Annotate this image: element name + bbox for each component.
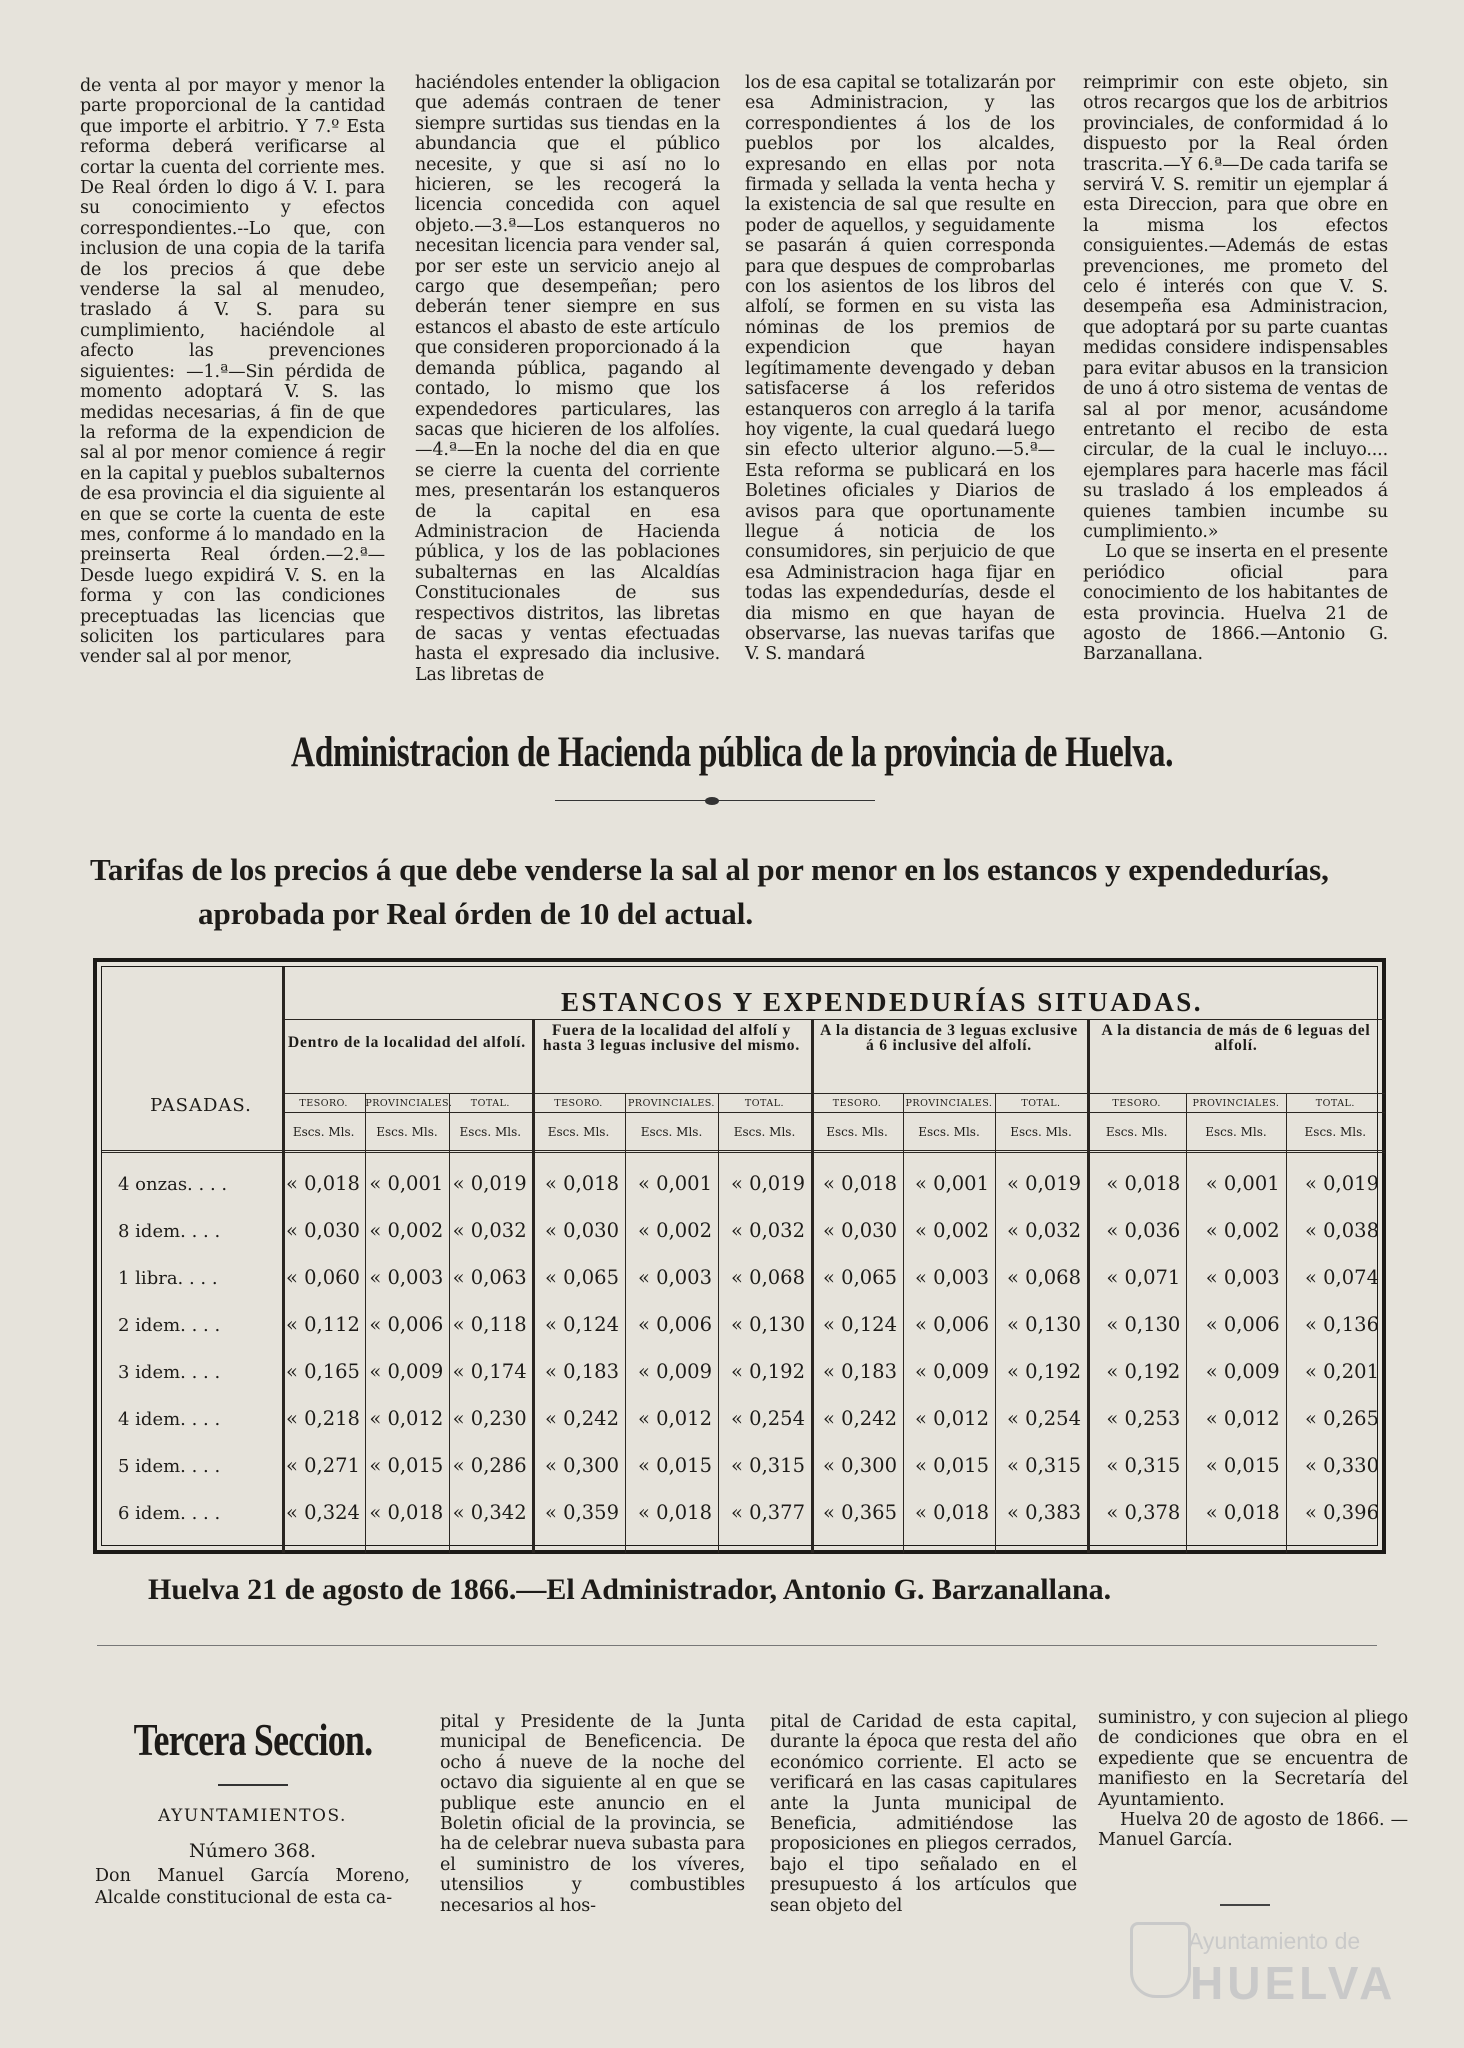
column-group-header: A la distancia de 3 leguas exclusive á 6 inclusive del alfolí. (820, 1022, 1078, 1054)
table-rule (995, 1093, 996, 1553)
notice-text: Don Manuel García Moreno, Alcalde constitucional de esta ca- (95, 1866, 410, 1908)
table-cell: « 0,130 (731, 1313, 805, 1336)
table-rule (282, 1112, 1385, 1113)
ornament-rule (555, 798, 875, 804)
table-cell: « 0,015 (638, 1454, 712, 1477)
text-column-3 (745, 73, 1055, 665)
notice-column-2 (770, 1712, 1077, 1916)
watermark-logo (1140, 1914, 1400, 2024)
table-cell: « 0,383 (1007, 1501, 1081, 1524)
table-cell: « 0,006 (1205, 1313, 1280, 1336)
unit-label: Escs. Mls. (376, 1125, 438, 1139)
table-cell: « 0,002 (369, 1219, 444, 1242)
tarifa-line-1: Tarifas de los precios á que debe venderse la sal al por menor en los estancos y expendedurías, (90, 852, 1329, 887)
sub-column-header: PROVINCIALES. (905, 1098, 993, 1109)
table-cell: « 0,300 (545, 1454, 619, 1477)
sub-column-header: TESORO. (1112, 1098, 1161, 1109)
table-cell: « 0,006 (638, 1313, 712, 1336)
unit-label: Escs. Mls. (1010, 1125, 1072, 1139)
text-column-4 (1083, 73, 1388, 665)
table-cell: « 0,001 (369, 1172, 444, 1195)
table-cell: « 0,174 (452, 1360, 527, 1383)
table-cell: « 0,315 (1106, 1454, 1181, 1477)
table-cell: « 0,315 (1007, 1454, 1081, 1477)
table-cell: « 0,002 (638, 1219, 712, 1242)
table-cell: « 0,300 (823, 1454, 897, 1477)
table-rule (102, 1152, 1385, 1153)
tarifa-title (90, 848, 1380, 936)
table-cell: « 0,018 (1205, 1501, 1280, 1524)
table-rule (365, 1093, 366, 1553)
table-cell: « 0,324 (286, 1501, 360, 1524)
column-group-header: Dentro de la localidad del alfolí. (288, 1034, 526, 1051)
table-cell: « 0,124 (545, 1313, 619, 1336)
sub-column-header: TOTAL. (1315, 1098, 1355, 1109)
table-cell: « 0,130 (1106, 1313, 1181, 1336)
column-group-header: A la distancia de más de 6 leguas del alfolí. (1101, 1022, 1371, 1054)
table-rule (449, 1093, 450, 1553)
table-cell: « 0,019 (1305, 1172, 1379, 1195)
table-cell: « 0,242 (545, 1407, 619, 1430)
table-cell: « 0,018 (369, 1501, 444, 1524)
table-rule (1186, 1093, 1187, 1553)
table-cell: « 0,201 (1305, 1360, 1379, 1383)
table-cell: « 0,018 (823, 1172, 897, 1195)
unit-label: Escs. Mls. (918, 1125, 980, 1139)
unit-label: Escs. Mls. (733, 1125, 796, 1139)
table-cell: « 0,183 (823, 1360, 897, 1383)
table-cell: « 0,192 (731, 1360, 805, 1383)
table-cell: « 0,271 (286, 1454, 360, 1477)
notice-column-1 (440, 1712, 745, 1916)
table-cell: « 0,118 (452, 1313, 527, 1336)
ornament-rule (1220, 1904, 1270, 1906)
section-title: Tercera Seccion. (133, 1714, 372, 1765)
table-cell: « 0,001 (638, 1172, 712, 1195)
sub-column-header: TOTAL. (1021, 1098, 1061, 1109)
sub-column-header: TESORO. (554, 1098, 603, 1109)
table-cell: « 0,286 (452, 1454, 527, 1477)
sub-column-header: TESORO. (299, 1098, 348, 1109)
paragraph: los de esa capital se totalizarán por esa Administracion, y las correspondientes á los de los pueblos por los alcaldes, expresando en ellas por nota firmada y sellada la venta hecha y la existencia de sal que resulte en poder de aquellos, y seguidamente se pasarán á quien corresponda para que despues de comprobarlas con los asientos de los libros del alfolí, se formen en su vista las nóminas de los premios de expendicion que hayan legítimamente devengado y deban satisfacerse á los referidos estanqueros con arreglo á la tarifa hoy vigente, la cual quedará luego sin efecto ulterior alguno.—5.ª—Esta reforma se publicará en los Boletines oficiales y Diarios de avisos para que oportunamente llegue á noticia de los consumidores, sin perjuicio de que esa Administracion haga fijar en todas las expendedurías, desde el dia mismo en que hayan de observarse, las nuevas tarifas que V. S. mandará (745, 73, 1055, 665)
table-cell: « 0,012 (1205, 1407, 1280, 1430)
row-label: 6 idem. . . . (118, 1503, 221, 1524)
table-cell: « 0,019 (1007, 1172, 1081, 1195)
table-cell: « 0,192 (1007, 1360, 1081, 1383)
table-rule (1286, 1093, 1287, 1553)
table-cell: « 0,365 (823, 1501, 897, 1524)
table-cell: « 0,068 (1007, 1266, 1081, 1289)
table-rule (718, 1093, 719, 1553)
table-cell: « 0,003 (638, 1266, 712, 1289)
table-cell: « 0,030 (286, 1219, 360, 1242)
table-rule (625, 1093, 626, 1553)
watermark-line-1: Ayuntamiento de (1188, 1928, 1361, 1954)
table-cell: « 0,015 (1205, 1454, 1280, 1477)
row-label: 8 idem. . . . (118, 1221, 221, 1242)
row-label: 3 idem. . . . (118, 1362, 221, 1383)
sub-column-header: TESORO. (832, 1098, 882, 1109)
paragraph: reimprimir con este objeto, sin otros recargos que los de arbitrios provinciales, de conformidad á lo dispuesto por la Real órden trascrita.—Y 6.ª—De cada tarifa se servirá V. S. remitir un ejemplar á esta Direccion, para que obre en la misma los efectos consiguientes.—Además de estas prevenciones, me prometo del celo é interés con que V. S. desempeña esa Administracion, que adoptará por su parte cuantas medidas considere indispensables para evitar abusos en la transicion de uno á otro sistema de ventas de sal al por menor, acusándome entretanto el recibo de esta circular, de la cual le incluyo.... ejemplares para hacerle mas fácil su traslado á los empleados á quienes tambien incumbe su cumplimiento.» (1083, 73, 1388, 542)
paragraph: Lo que se inserta en el presente periódico oficial para conocimiento de los habitantes de esta provincia. Huelva 21 de agosto de 1866.—Antonio G. Barzanallana. (1083, 542, 1388, 665)
unit-label: Escs. Mls. (640, 1125, 703, 1139)
divider (218, 1784, 288, 1786)
table-cell: « 0,036 (1106, 1219, 1181, 1242)
table-cell: « 0,377 (731, 1501, 805, 1524)
table-rule (282, 1019, 1385, 1020)
sub-column-header: TOTAL. (744, 1098, 785, 1109)
sub-column-header: PROVINCIALES. (1192, 1098, 1280, 1109)
table-cell: « 0,019 (452, 1172, 527, 1195)
text-column-1 (80, 76, 385, 668)
table-cell: « 0,165 (286, 1360, 360, 1383)
table-rule (903, 1093, 904, 1553)
table-cell: « 0,032 (1007, 1219, 1081, 1242)
paragraph: pital de Caridad de esta capital, durante la época que resta del año económico corriente. El acto se verificará en las casas capitulares ante la Junta municipal de Beneficia, admitiéndose las proposiciones en pliegos cerrados, bajo el tipo señalado en el presupuesto á los artículos que sean objeto del (770, 1712, 1077, 1916)
section-heading: Administracion de Hacienda pública de la provincia de Huelva. (290, 729, 1174, 776)
table-cell: « 0,192 (1106, 1360, 1181, 1383)
table-cell: « 0,060 (286, 1266, 360, 1289)
table-cell: « 0,006 (915, 1313, 989, 1336)
table-cell: « 0,378 (1106, 1501, 1181, 1524)
table-cell: « 0,015 (369, 1454, 444, 1477)
subsection-title: AYUNTAMIENTOS. (158, 1806, 347, 1826)
table-cell: « 0,032 (452, 1219, 527, 1242)
table-cell: « 0,009 (1205, 1360, 1280, 1383)
unit-label: Escs. Mls. (1205, 1125, 1267, 1139)
price-table (93, 958, 1386, 1554)
table-cell: « 0,019 (731, 1172, 805, 1195)
row-header: PASADAS. (150, 1095, 252, 1116)
table-cell: « 0,003 (369, 1266, 444, 1289)
paragraph: haciéndoles entender la obligacion que además contraen de tener siempre surtidas sus tiendas en la abundancia que el público necesite, y que si así no lo hicieren, se les recogerá la licencia concedida con aquel objeto.—3.ª—Los estanqueros no necesitan licencia para vender sal, por ser este un servicio anejo al cargo que desempeñan; pero deberán tener siempre en sus estancos el abasto de este artículo que consideren proporcionado á la demanda pública, pagando al contado, lo mismo que los expendedores particulares, las sacas que hicieren de los alfolíes.—4.ª—En la noche del dia en que se cierre la cuenta del corriente mes, presentarán los estanqueros de la capital en esa Administracion de Hacienda pública, y los de las poblaciones subalternas en las Alcaldías Constitucionales de sus respectivos distritos, las libretas de sacas y ventas efectuadas hasta el expresado dia inclusive. Las libretas de (415, 73, 721, 685)
table-cell: « 0,001 (915, 1172, 989, 1195)
table-cell: « 0,265 (1305, 1407, 1379, 1430)
row-label: 4 onzas. . . . (118, 1174, 228, 1195)
table-cell: « 0,063 (452, 1266, 527, 1289)
section-divider (97, 1645, 1377, 1646)
paragraph: de venta al por mayor y menor la parte proporcional de la cantidad que importe el arbitrio. Y 7.º Esta reforma deberá verificarse al cortar la cuenta del corriente mes. De Real órden lo digo á V. I. para su conocimiento y efectos correspondientes.--Lo que, con inclusion de una copia de la tarifa de los precios á que debe venderse la sal al menudeo, traslado á V. S. para su cumplimiento, haciéndole al afecto las prevenciones siguientes: —1.ª—Sin pérdida de momento adoptará V. S. las medidas necesarias, á fin de que la reforma de la expendicion de sal al por menor comience á regir en la capital y pueblos subalternos de esa provincia el dia siguiente al en que se corte la cuenta de este mes, conforme á lo mandado en la preinserta Real órden.—2.ª—Desde luego expidirá V. S. en la forma y con las condiciones preceptuadas las licencias que soliciten los particulares para vender sal al por menor, (80, 76, 385, 668)
row-label: 2 idem. . . . (118, 1315, 221, 1336)
table-cell: « 0,012 (915, 1407, 989, 1430)
table-cell: « 0,242 (823, 1407, 897, 1430)
unit-label: Escs. Mls. (826, 1125, 888, 1139)
unit-label: Escs. Mls. (1304, 1125, 1367, 1139)
paragraph: pital y Presidente de la Junta municipal de Beneficencia. De ocho á nueve de la noche del octavo dia siguiente al en que se publique este anuncio en el Boletin oficial de la provincia, se ha de celebrar nueva subasta para el suministro de los víveres, utensilios y combustibles necesarios al hos- (440, 1712, 745, 1916)
table-cell: « 0,009 (369, 1360, 444, 1383)
table-cell: « 0,112 (286, 1313, 360, 1336)
table-cell: « 0,315 (731, 1454, 805, 1477)
table-cell: « 0,018 (915, 1501, 989, 1524)
table-cell: « 0,018 (286, 1172, 360, 1195)
table-cell: « 0,003 (1205, 1266, 1280, 1289)
signature: Huelva 20 de agosto de 1866. —Manuel García. (1098, 1810, 1408, 1851)
table-cell: « 0,030 (823, 1219, 897, 1242)
table-cell: « 0,018 (1106, 1172, 1181, 1195)
table-cell: « 0,183 (545, 1360, 619, 1383)
table-cell: « 0,012 (369, 1407, 444, 1430)
tarifa-line-2: aprobada por Real órden de 10 del actual. (198, 896, 754, 931)
unit-label: Escs. Mls. (547, 1125, 610, 1139)
table-cell: « 0,359 (545, 1501, 619, 1524)
table-cell: « 0,015 (915, 1454, 989, 1477)
table-cell: « 0,065 (823, 1266, 897, 1289)
table-cell: « 0,071 (1106, 1266, 1181, 1289)
table-cell: « 0,030 (545, 1219, 619, 1242)
tercera-seccion (95, 1713, 410, 1909)
text-column-2 (415, 73, 720, 685)
table-cell: « 0,001 (1205, 1172, 1280, 1195)
table-cell: « 0,018 (638, 1501, 712, 1524)
notice-column-3 (1098, 1708, 1408, 1851)
unit-label: Escs. Mls. (292, 1125, 355, 1139)
unit-label: Escs. Mls. (459, 1125, 522, 1139)
table-cell: « 0,002 (1205, 1219, 1280, 1242)
sub-column-header: PROVINCIALES. (365, 1098, 453, 1109)
table-cell: « 0,254 (1007, 1407, 1081, 1430)
table-cell: « 0,003 (915, 1266, 989, 1289)
table-rule (102, 1150, 1385, 1151)
signature-line: Huelva 21 de agosto de 1866.—El Administrador, Antonio G. Barzanallana. (148, 1573, 1112, 1606)
table-cell: « 0,006 (369, 1313, 444, 1336)
paragraph: suministro, y con sujecion al pliego de condiciones que obra en el expediente que se encuentra de manifiesto en la Secretaría del Ayuntamiento. (1098, 1708, 1408, 1810)
table-cell: « 0,396 (1305, 1501, 1379, 1524)
table-cell: « 0,136 (1305, 1313, 1379, 1336)
table-cell: « 0,330 (1305, 1454, 1379, 1477)
column-group-header: Fuera de la localidad del alfolí y hasta 3 leguas inclusive del mismo. (542, 1022, 801, 1054)
table-cell: « 0,009 (915, 1360, 989, 1383)
table-title: ESTANCOS Y EXPENDEDURÍAS SITUADAS. (560, 987, 1204, 1017)
sub-column-header: TOTAL. (470, 1098, 510, 1109)
unit-label: Escs. Mls. (1105, 1125, 1168, 1139)
table-cell: « 0,230 (452, 1407, 527, 1430)
table-cell: « 0,018 (545, 1172, 619, 1195)
table-cell: « 0,253 (1106, 1407, 1181, 1430)
table-cell: « 0,254 (731, 1407, 805, 1430)
watermark-line-2: HUELVA (1190, 1957, 1397, 2009)
table-rule (282, 1093, 1385, 1094)
table-cell: « 0,032 (731, 1219, 805, 1242)
table-cell: « 0,012 (638, 1407, 712, 1430)
table-cell: « 0,218 (286, 1407, 360, 1430)
table-cell: « 0,074 (1305, 1266, 1379, 1289)
row-label: 5 idem. . . . (118, 1456, 221, 1477)
table-cell: « 0,124 (823, 1313, 897, 1336)
shield-icon (1130, 1922, 1191, 1998)
table-cell: « 0,068 (731, 1266, 805, 1289)
row-label: 4 idem. . . . (118, 1409, 221, 1430)
table-cell: « 0,009 (638, 1360, 712, 1383)
notice-number: Número 368. (189, 1840, 316, 1862)
table-cell: « 0,002 (915, 1219, 989, 1242)
table-cell: « 0,038 (1305, 1219, 1379, 1242)
table-cell: « 0,130 (1007, 1313, 1081, 1336)
table-cell: « 0,065 (545, 1266, 619, 1289)
table-cell: « 0,342 (452, 1501, 527, 1524)
row-label: 1 libra. . . . (118, 1268, 218, 1289)
sub-column-header: PROVINCIALES. (628, 1098, 715, 1109)
